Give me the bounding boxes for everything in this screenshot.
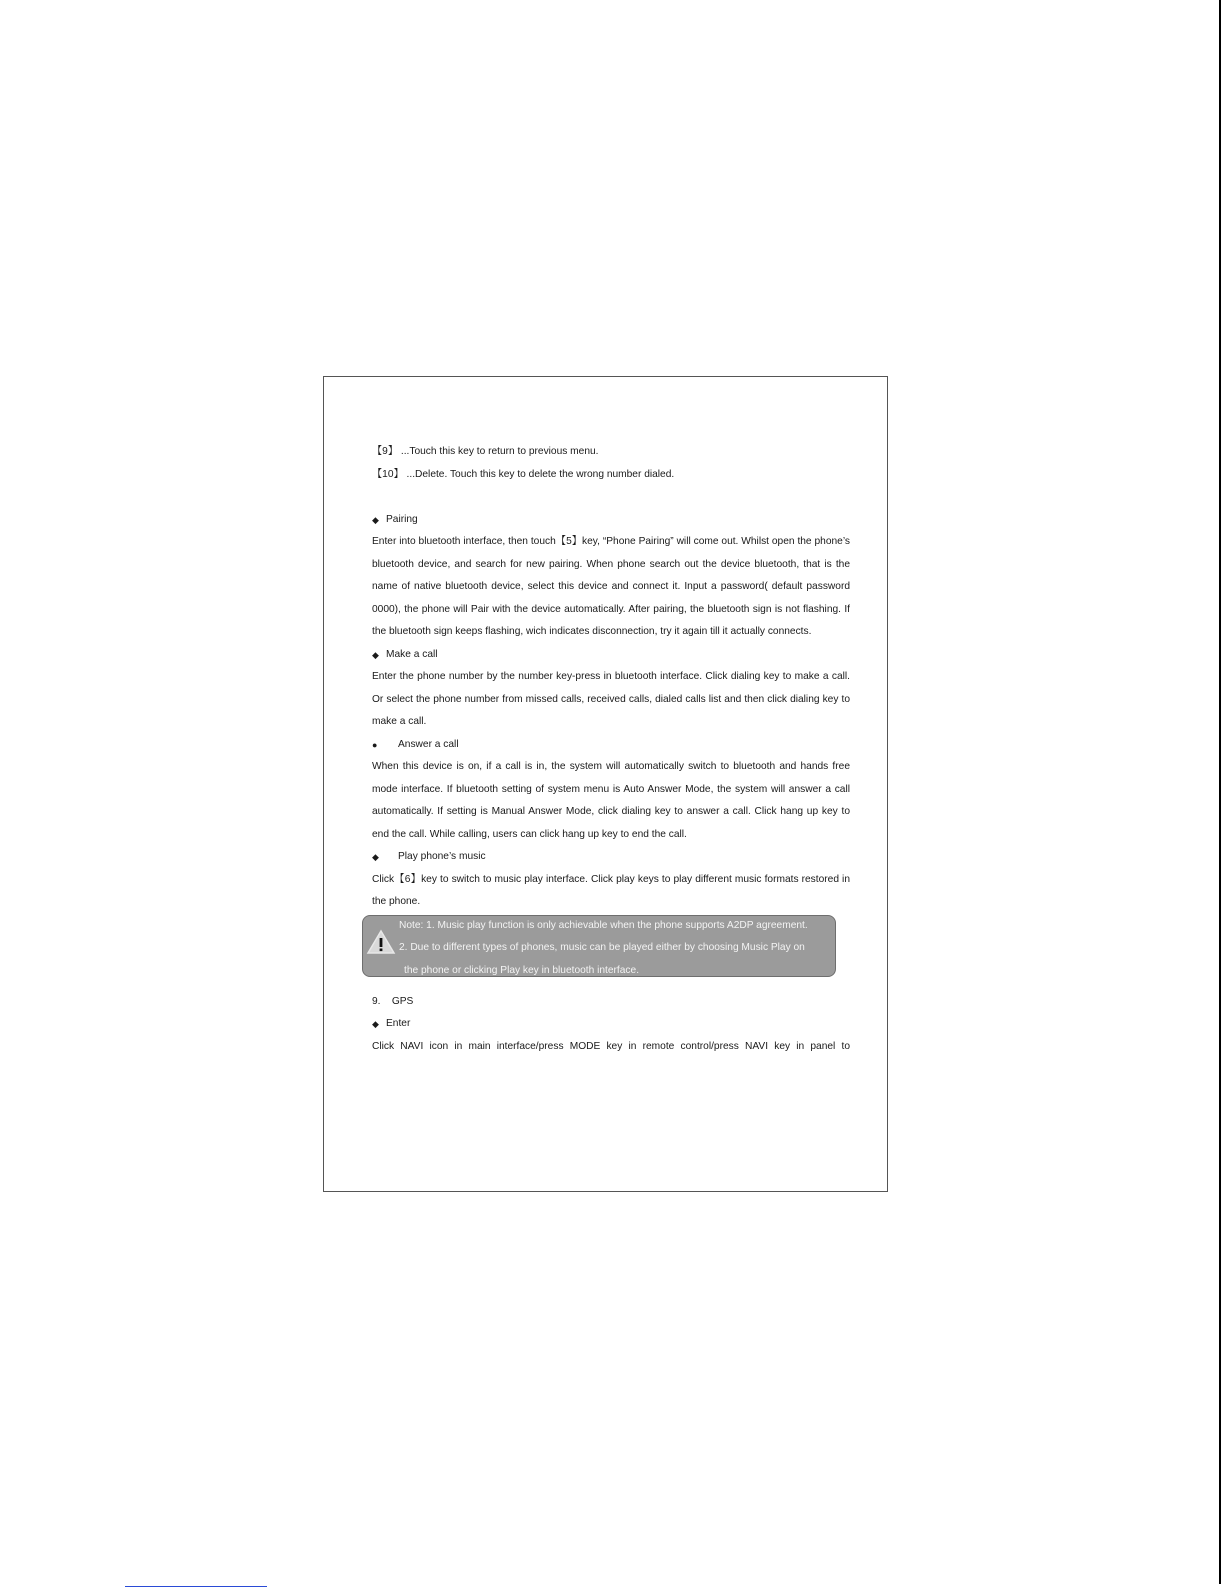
enter-heading: [372, 1013, 850, 1036]
key9-line: 【9】 ...Touch this key to return to previous menu.: [372, 446, 599, 457]
round-bullet-icon: ●: [372, 739, 378, 750]
answer-call-paragraph: When this device is on, if a call is in, the system will automatically switch to bluetooth and hands free mode interface. If bluetooth setting of system menu is Auto Answer Mode, the system will answer a call automatically. If setting is Manual Answer Mode, click dialing key to answer a call. Click hang up key to end the call. While calling, users can click hang up key to end the call.: [372, 761, 850, 840]
diamond-bullet-icon: ◆: [372, 852, 379, 862]
pairing-heading: [372, 509, 850, 532]
diamond-bullet-icon: ◆: [372, 1019, 379, 1029]
make-call-heading: [372, 644, 850, 667]
enter-paragraph: Click NAVI icon in main interface/press MODE key in remote control/press NAVI key in panel to: [372, 1040, 850, 1052]
note-line-2: 2. Due to different types of phones, music can be played either by choosing Music Play on: [399, 942, 805, 953]
page-edge-line: [1219, 0, 1221, 1584]
gps-heading: 9. GPS: [372, 995, 414, 1007]
diamond-bullet-icon: ◆: [372, 514, 379, 525]
play-music-title: Play phone’s music: [398, 851, 486, 862]
pairing-title: Pairing: [386, 513, 418, 525]
key10-line: 【10】 ...Delete. Touch this key to delete the wrong number dialed.: [372, 468, 675, 480]
make-call-title: Make a call: [386, 648, 438, 660]
note-line-3: the phone or clicking Play key in bluetooth interface.: [404, 964, 640, 976]
answer-call-title: Answer a call: [398, 738, 459, 750]
note-box: [362, 915, 836, 977]
document-page: [323, 376, 888, 1192]
play-music-heading: [372, 846, 850, 869]
note-line-1: Note: 1. Music play function is only achievable when the phone supports A2DP agreement.: [399, 919, 808, 931]
pairing-paragraph: Enter into bluetooth interface, then touch【5】key, “Phone Pairing” will come out. Whilst open the phone’s bluetooth device, and search for new pairing. When phone search out the device bluetooth, that is the name of native bluetooth device, select this device and connect it. Input a password( default password 0000), the phone will Pair with the device automatically. After pairing, the bluetooth sign is not flashing. If the bluetooth sign keeps flashing, wich indicates disconnection, try it again till it actually connects.: [372, 536, 850, 637]
play-music-paragraph: Click【6】key to switch to music play interface. Click play keys to play different music formats restored in the phone.: [372, 873, 850, 907]
spacer: [372, 486, 850, 509]
warning-icon: [366, 929, 396, 955]
enter-title: Enter: [386, 1018, 411, 1029]
diamond-bullet-icon: ◆: [372, 649, 379, 660]
answer-call-heading: [372, 734, 850, 757]
page-content: [372, 441, 850, 1058]
make-call-paragraph: Enter the phone number by the number key-press in bluetooth interface. Click dialing key to make a call. Or select the phone number from missed calls, received calls, dialed calls list and then click dialing key to make a call.: [372, 671, 850, 727]
note-text: [399, 915, 829, 983]
